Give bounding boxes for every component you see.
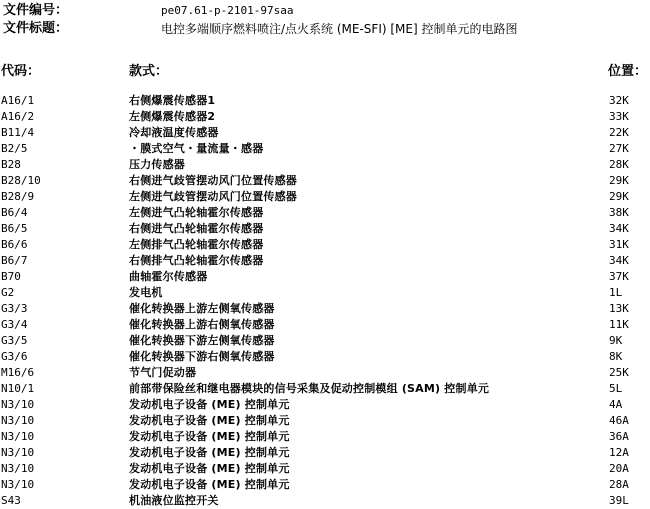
- component-name: 右侧爆震传感器1: [129, 94, 216, 107]
- component-code: B11/4: [1, 126, 35, 139]
- table-row: [0, 477, 650, 493]
- table-row: [0, 93, 650, 109]
- component-code: N10/1: [1, 382, 35, 395]
- component-location: 27K: [609, 142, 629, 155]
- component-location: 34K: [609, 222, 629, 235]
- component-code: B6/6: [1, 238, 28, 251]
- component-location: 12A: [609, 446, 629, 459]
- component-code: G3/5: [1, 334, 28, 347]
- component-location: 1L: [609, 286, 623, 299]
- component-name: 发动机电子设备 (ME) 控制单元: [129, 414, 290, 427]
- component-code: S43: [1, 494, 21, 507]
- table-row: [0, 141, 650, 157]
- component-name: 催化转换器下游左侧氧传感器: [129, 334, 275, 347]
- doc-title-value: 电控多端顺序燃料喷注/点火系统 (ME-SFI) [ME] 控制单元的电路图: [161, 22, 518, 36]
- component-location: 29K: [609, 174, 629, 187]
- table-row: [0, 429, 650, 445]
- component-code: B6/5: [1, 222, 28, 235]
- component-location: 11K: [609, 318, 629, 331]
- component-code: N3/10: [1, 462, 35, 475]
- component-code: G3/3: [1, 302, 28, 315]
- table-row: [0, 397, 650, 413]
- component-location: 25K: [609, 366, 629, 379]
- table-row: [0, 109, 650, 125]
- component-name: 压力传感器: [129, 158, 185, 171]
- component-code: N3/10: [1, 430, 35, 443]
- component-name: 曲轴霍尔传感器: [129, 270, 208, 283]
- component-location: 39L: [609, 494, 629, 507]
- table-row: [0, 189, 650, 205]
- component-location: 46A: [609, 414, 629, 427]
- doc-number-label: 文件编号：: [3, 3, 69, 18]
- component-code: A16/1: [1, 94, 35, 107]
- table-row: [0, 349, 650, 365]
- component-name: ・膜式空气・量流量・感器: [129, 142, 264, 155]
- doc-number-value: pe07.61-p-2101-97saa: [161, 4, 294, 17]
- component-location: 9K: [609, 334, 623, 347]
- component-code: B6/7: [1, 254, 28, 267]
- doc-title-label: 文件标题：: [3, 21, 69, 36]
- component-name: 左侧排气凸轮轴霍尔传感器: [129, 238, 264, 251]
- component-name: 发动机电子设备 (ME) 控制单元: [129, 446, 290, 459]
- component-name: 右侧排气凸轮轴霍尔传感器: [129, 254, 264, 267]
- table-row: [0, 237, 650, 253]
- table-row: [0, 381, 650, 397]
- component-code: B6/4: [1, 206, 28, 219]
- component-name: 右侧进气歧管摆动风门位置传感器: [129, 174, 297, 187]
- component-location: 13K: [609, 302, 629, 315]
- component-location: 34K: [609, 254, 629, 267]
- component-code: N3/10: [1, 398, 35, 411]
- component-name: 催化转换器上游左侧氧传感器: [129, 302, 275, 315]
- component-location: 29K: [609, 190, 629, 203]
- component-location: 32K: [609, 94, 629, 107]
- component-name: 发动机电子设备 (ME) 控制单元: [129, 478, 290, 491]
- component-location: 22K: [609, 126, 629, 139]
- component-code: N3/10: [1, 446, 35, 459]
- component-location: 20A: [609, 462, 629, 475]
- component-location: 28A: [609, 478, 629, 491]
- component-code: B2/5: [1, 142, 28, 155]
- component-name: 催化转换器下游右侧氧传感器: [129, 350, 275, 363]
- component-name: 发动机电子设备 (ME) 控制单元: [129, 430, 290, 443]
- component-location: 4A: [609, 398, 623, 411]
- table-row: [0, 157, 650, 173]
- table-row: [0, 205, 650, 221]
- component-name: 发动机电子设备 (ME) 控制单元: [129, 462, 290, 475]
- table-row: [0, 173, 650, 189]
- table-row: [0, 269, 650, 285]
- component-name: 催化转换器上游右侧氧传感器: [129, 318, 275, 331]
- component-code: B28/9: [1, 190, 35, 203]
- component-code: M16/6: [1, 366, 35, 379]
- component-location: 28K: [609, 158, 629, 171]
- component-name: 发动机电子设备 (ME) 控制单元: [129, 398, 290, 411]
- component-code: G3/6: [1, 350, 28, 363]
- location-column-header: 位置：: [608, 64, 648, 79]
- component-code: N3/10: [1, 478, 35, 491]
- component-location: 36A: [609, 430, 629, 443]
- component-name: 左侧爆震传感器2: [129, 110, 216, 123]
- component-name: 右侧进气凸轮轴霍尔传感器: [129, 222, 264, 235]
- table-row: [0, 301, 650, 317]
- table-row: [0, 365, 650, 381]
- component-code: G3/4: [1, 318, 28, 331]
- table-row: [0, 221, 650, 237]
- component-location: 33K: [609, 110, 629, 123]
- component-name: 节气门促动器: [129, 366, 197, 379]
- table-row: [0, 493, 650, 509]
- component-code: N3/10: [1, 414, 35, 427]
- component-location: 5L: [609, 382, 623, 395]
- component-name: 左侧进气凸轮轴霍尔传感器: [129, 206, 264, 219]
- table-row: [0, 413, 650, 429]
- component-location: 38K: [609, 206, 629, 219]
- name-column-header: 款式：: [129, 64, 169, 79]
- component-location: 31K: [609, 238, 629, 251]
- component-location: 8K: [609, 350, 623, 363]
- code-column-header: 代码：: [1, 64, 41, 79]
- table-row: [0, 285, 650, 301]
- component-code: B28: [1, 158, 21, 171]
- component-name: 左侧进气歧管摆动风门位置传感器: [129, 190, 297, 203]
- table-row: [0, 125, 650, 141]
- table-row: [0, 333, 650, 349]
- table-row: [0, 317, 650, 333]
- component-name: 冷却液温度传感器: [129, 126, 219, 139]
- table-row: [0, 445, 650, 461]
- table-row: [0, 253, 650, 269]
- component-code: G2: [1, 286, 15, 299]
- component-name: 机油液位监控开关: [129, 494, 219, 507]
- component-code: B70: [1, 270, 21, 283]
- component-code: A16/2: [1, 110, 35, 123]
- component-name: 前部带保险丝和继电器模块的信号采集及促动控制模组 (SAM) 控制单元: [129, 382, 490, 395]
- table-row: [0, 461, 650, 477]
- component-location: 37K: [609, 270, 629, 283]
- component-code: B28/10: [1, 174, 41, 187]
- component-name: 发电机: [129, 286, 163, 299]
